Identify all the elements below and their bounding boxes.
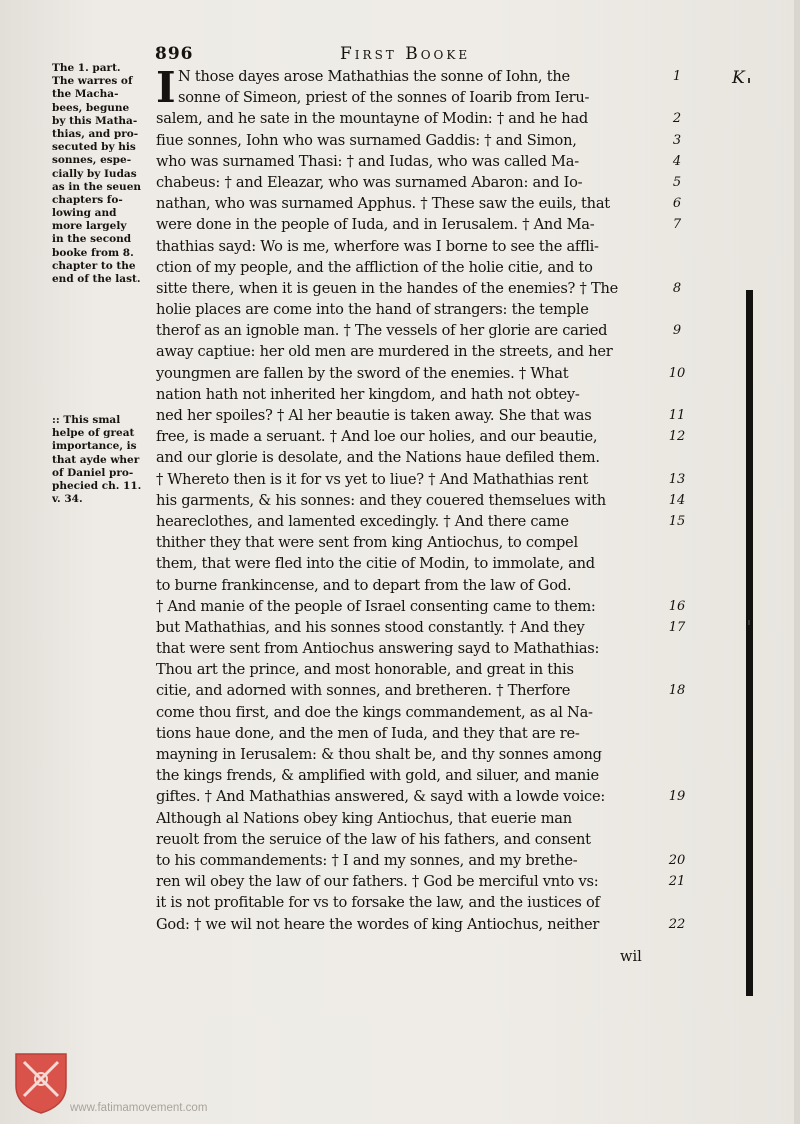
- margin-note-line: booke from 8.: [52, 246, 134, 259]
- margin-note-line: v. 34.: [52, 493, 83, 506]
- margin-note-line: lowing and: [52, 207, 117, 220]
- verse-number: 19: [668, 789, 686, 805]
- watermark-url: www.fatimamovement.com: [70, 1102, 208, 1114]
- text-line: Although al Nations obey king Antiochus, that euerie man: [156, 809, 572, 827]
- text-line: ren wil obey the law of our fathers. † God be merciful vnto vs:: [156, 873, 599, 891]
- verse-number: [662, 892, 692, 913]
- verse-number: 21: [668, 874, 686, 890]
- margin-note-line: The 1. part.: [52, 62, 121, 74]
- text-line: come thou first, and doe the kings commandement, as al Na-: [156, 703, 593, 721]
- text-line: † Whereto then is it for vs yet to liue? † And Mathathias rent: [156, 470, 589, 488]
- verse-number: [662, 723, 692, 744]
- text-line: N those dayes arose Mathathias the sonne of Iohn, the: [178, 68, 570, 85]
- verse-number: 17: [668, 619, 686, 635]
- text-line: mayning in Ierusalem: & thou shalt be, and thy sonnes among: [156, 746, 602, 763]
- catchword: wil: [620, 948, 642, 965]
- verse-number: [662, 236, 692, 257]
- margin-note-line: sonnes, espe-: [52, 154, 132, 167]
- margin-note-middle: [52, 414, 156, 506]
- margin-note-line: of Daniel pro-: [52, 466, 134, 479]
- verse-number: 12: [668, 429, 686, 445]
- verse-number: 3: [672, 132, 682, 148]
- text-line: reuolt from the seruice of the law of his fathers, and consent: [156, 830, 591, 848]
- margin-note-line: helpe of great: [52, 427, 135, 440]
- text-line: † And manie of the people of Israel consenting came to them:: [156, 597, 596, 615]
- text-line: and our glorie is desolate, and the Nations haue defiled them.: [156, 449, 600, 467]
- text-line: nation hath not inherited her kingdom, and hath not obtey-: [156, 385, 580, 403]
- running-head: [155, 44, 655, 66]
- verse-number: 2: [672, 111, 682, 127]
- verse-number: [662, 765, 692, 786]
- text-line: fiue sonnes, Iohn who was surnamed Gaddis: † and Simon,: [156, 131, 577, 149]
- verse-number: [662, 702, 692, 723]
- verse-number: [662, 638, 692, 659]
- shield-logo-icon: [14, 1052, 68, 1114]
- margin-note-line: in the second: [52, 233, 132, 246]
- margin-note-line: chapter to the: [52, 259, 136, 272]
- verse-number: [662, 659, 692, 680]
- verse-number: [662, 744, 692, 765]
- verse-number: 16: [668, 598, 686, 614]
- verse-number: 13: [668, 471, 686, 487]
- drop-cap: I: [156, 63, 176, 112]
- margin-note-line: by this Matha-: [52, 114, 138, 127]
- verse-number: 4: [672, 153, 682, 169]
- margin-tick: [748, 78, 750, 83]
- text-line: chabeus: † and Eleazar, who was surnamed Abaron: and Io-: [156, 173, 583, 191]
- verse-number: 6: [672, 196, 682, 212]
- verse-number: 1: [672, 69, 682, 84]
- verse-number: [662, 257, 692, 278]
- signature-mark: K: [732, 68, 745, 88]
- text-line: heareclothes, and lamented excedingly. † And there came: [156, 512, 569, 530]
- page-edge: [794, 0, 800, 1124]
- text-line: therof as an ignoble man. † The vessels of her glorie are caried: [156, 322, 608, 340]
- book-title: First Booke: [340, 44, 471, 64]
- margin-note-line: more largely: [52, 220, 127, 233]
- text-line: holie places are come into the hand of strangers: the temple: [156, 301, 589, 319]
- text-line: tions haue done, and the men of Iuda, and they that are re-: [156, 724, 580, 742]
- margin-note-line: chapters fo-: [52, 193, 123, 206]
- verse-number: 14: [668, 492, 686, 508]
- verse-number: [662, 87, 692, 108]
- folio-number: 896: [155, 44, 194, 64]
- text-line: it is not profitable for vs to forsake the law, and the iustices of: [156, 894, 600, 912]
- verse-number: [662, 829, 692, 850]
- margin-note-line: that ayde wher: [52, 453, 140, 466]
- margin-note-line: thias, and pro-: [52, 127, 139, 140]
- verse-number: 18: [668, 683, 686, 699]
- text-line: them, that were fled into the citie of Modin, to immolate, and: [156, 555, 595, 573]
- verse-number: 15: [668, 513, 686, 529]
- verse-number-column: [662, 66, 692, 935]
- text-line: Thou art the prince, and most honorable, and great in this: [156, 661, 574, 679]
- margin-note-top: [52, 62, 156, 286]
- verse-number: 5: [672, 174, 682, 190]
- margin-note-line: phecied ch. 11.: [52, 479, 142, 492]
- verse-number: 10: [668, 365, 686, 381]
- verse-number: 20: [668, 852, 686, 868]
- margin-note-line: importance, is: [52, 440, 137, 453]
- verse-number: 22: [668, 916, 686, 932]
- text-line: his garments, & his sonnes: and they couered themselues with: [156, 491, 606, 509]
- margin-note-line: end of the last.: [52, 273, 141, 285]
- margin-note-line: :: This smal: [52, 414, 121, 426]
- text-line: citie, and adorned with sonnes, and bretheren. † Therfore: [156, 682, 571, 700]
- text-line: God: † we wil not heare the wordes of king Antiochus, neither: [156, 915, 600, 933]
- text-line: that were sent from Antiochus answering sayd to Mathathias:: [156, 640, 600, 658]
- verse-number: [662, 341, 692, 362]
- binding-rule: [746, 290, 753, 996]
- text-line: youngmen are fallen by the sword of the enemies. † What: [156, 364, 569, 382]
- text-line: thathias sayd: Wo is me, wherfore was I borne to see the affli-: [156, 237, 599, 255]
- margin-tick: [748, 620, 750, 625]
- text-line: thither they that were sent from king Antiochus, to compel: [156, 534, 578, 552]
- text-line: sitte there, when it is geuen in the handes of the enemies? † The: [156, 279, 618, 297]
- text-line: nathan, who was surnamed Apphus. † These saw the euils, that: [156, 195, 610, 213]
- verse-number: 9: [672, 323, 682, 339]
- text-line: the kings frends, & amplified with gold, and siluer, and manie: [156, 767, 599, 785]
- text-line: but Mathathias, and his sonnes stood constantly. † And they: [156, 618, 585, 636]
- text-line: to burne frankincense, and to depart from the law of God.: [156, 576, 572, 594]
- verse-number: 11: [668, 408, 686, 423]
- text-line: away captiue: her old men are murdered in the streets, and her: [156, 343, 613, 361]
- text-line: ned her spoiles? † Al her beautie is taken away. She that was: [156, 407, 592, 424]
- margin-note-line: bees, begune: [52, 101, 130, 114]
- text-line: giftes. † And Mathathias answered, & sayd with a lowde voice:: [156, 788, 606, 806]
- verse-number: [662, 384, 692, 405]
- margin-note-line: as in the seuen: [52, 180, 142, 193]
- main-text-column: [156, 63, 662, 935]
- text-line: to his commandements: † I and my sonnes, and my brethe-: [156, 851, 578, 869]
- verse-number: [662, 575, 692, 596]
- verse-number: [662, 553, 692, 574]
- text-line: salem, and he sate in the mountayne of Modin: † and he had: [156, 110, 588, 128]
- verse-number: [662, 532, 692, 553]
- text-line: sonne of Simeon, priest of the sonnes of Ioarib from Ieru-: [178, 89, 590, 107]
- verse-number: [662, 447, 692, 468]
- verse-number: [662, 808, 692, 829]
- text-line: were done in the people of Iuda, and in Ierusalem. † And Ma-: [156, 216, 595, 234]
- text-line: free, is made a seruant. † And loe our holies, and our beautie,: [156, 428, 598, 446]
- text-line: who was surnamed Thasi: † and Iudas, who was called Ma-: [156, 152, 579, 170]
- verse-number: 8: [672, 280, 682, 296]
- verse-number: 7: [672, 217, 682, 233]
- verse-number: [662, 299, 692, 320]
- margin-note-line: the Macha-: [52, 88, 119, 101]
- margin-note-line: secuted by his: [52, 141, 136, 154]
- margin-note-line: The warres of: [52, 75, 133, 88]
- text-line: ction of my people, and the affliction of the holie citie, and to: [156, 258, 593, 276]
- margin-note-line: cially by Iudas: [52, 167, 137, 180]
